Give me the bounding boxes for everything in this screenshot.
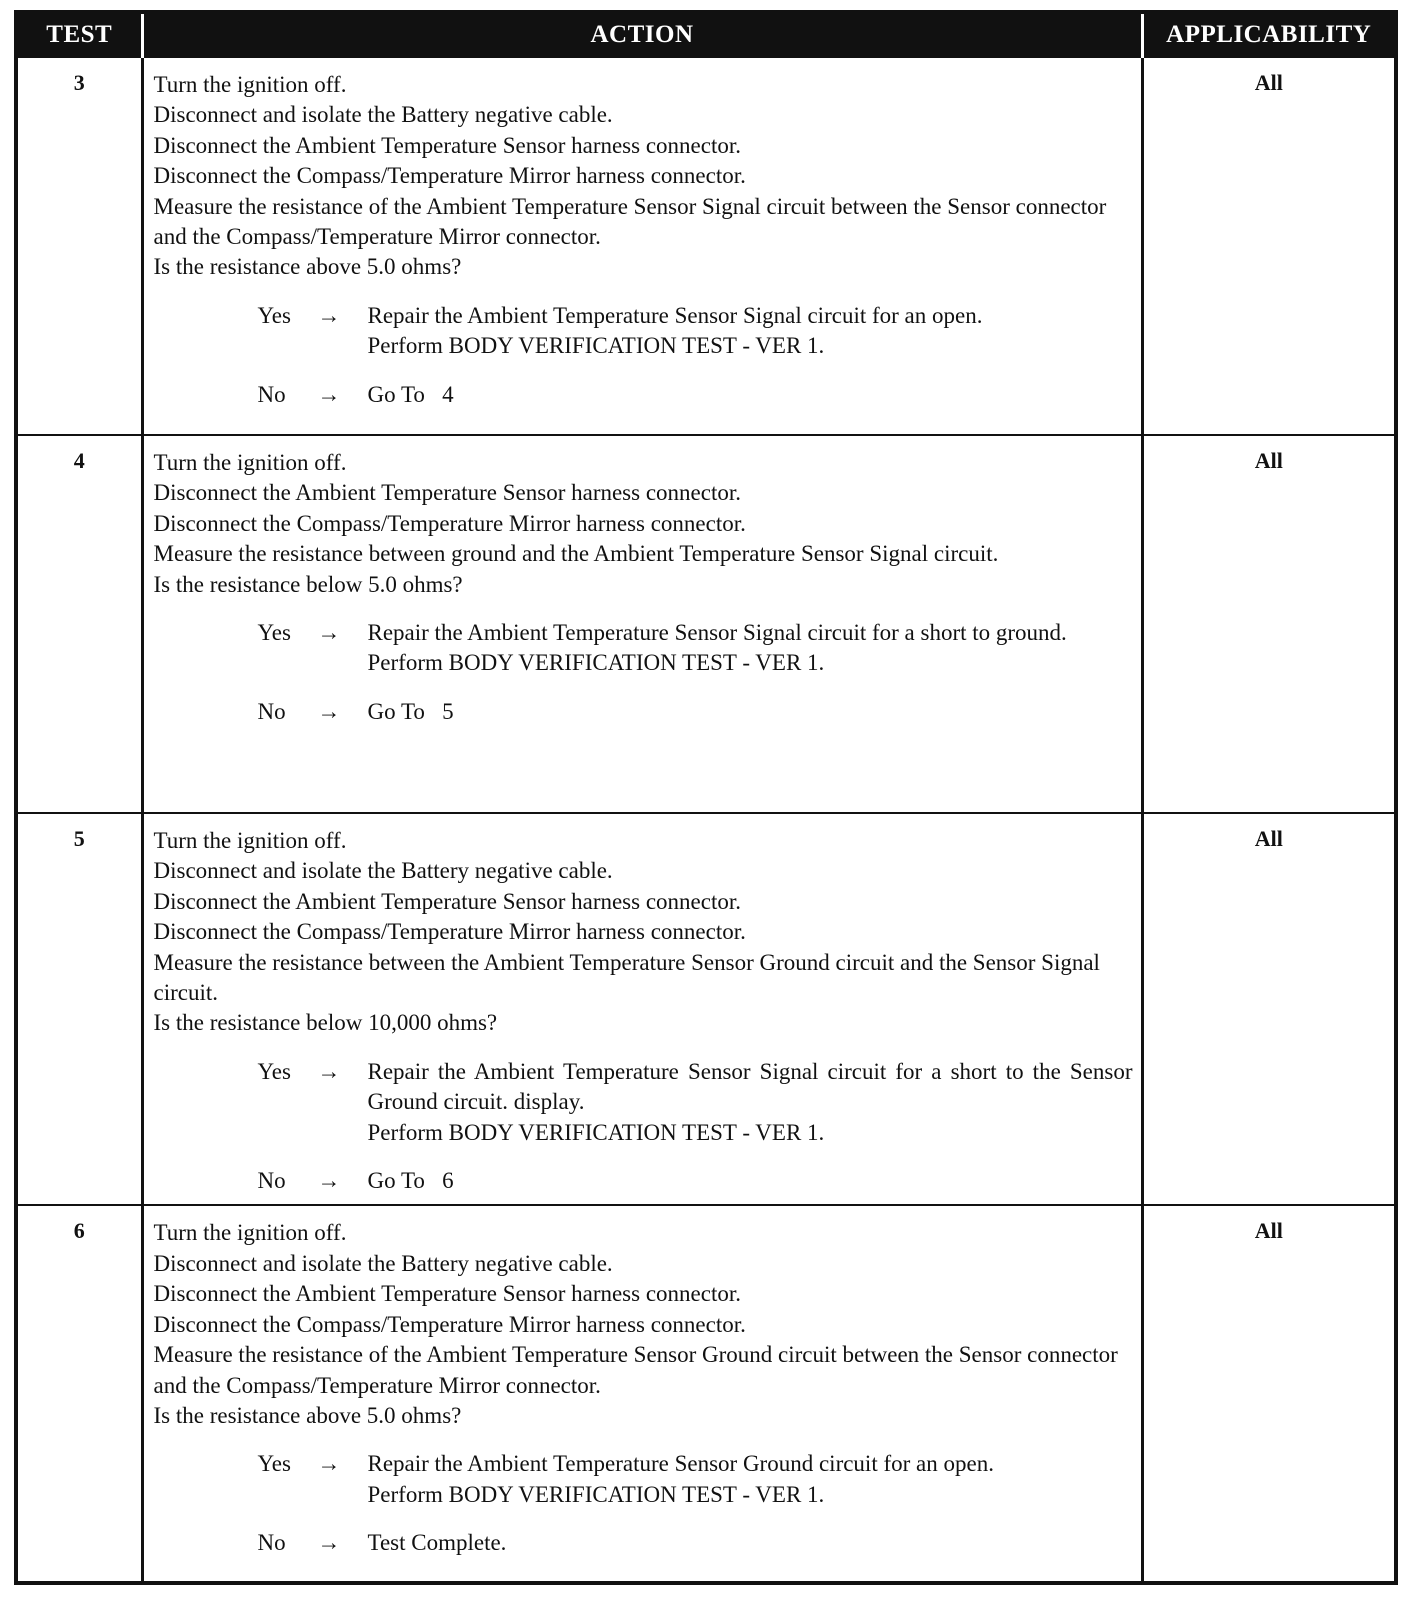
yes-text-line: Perform BODY VERIFICATION TEST - VER 1. (367, 333, 825, 359)
table-row (16, 1205, 1396, 1583)
action-step: Disconnect the Compass/Temperature Mirror harness connector. (153, 510, 746, 536)
action-step: Is the resistance below 10,000 ohms? (153, 1010, 498, 1036)
action-step: Turn the ignition off. (153, 1220, 347, 1246)
action-steps (154, 70, 1133, 283)
action-step: Is the resistance below 5.0 ohms? (153, 571, 463, 597)
arrow-right-icon: → (317, 381, 341, 407)
diagnostic-test-table (14, 10, 1398, 1585)
yes-text-line: Perform BODY VERIFICATION TEST - VER 1. (367, 1119, 825, 1145)
test-number: 6 (16, 1205, 142, 1583)
yes-text (368, 301, 1133, 362)
yes-text (368, 1057, 1133, 1148)
action-cell (142, 1205, 1142, 1583)
table-body (16, 57, 1396, 1583)
yes-label: Yes (257, 620, 291, 646)
yes-text (368, 618, 1133, 679)
action-cell (142, 57, 1142, 435)
action-steps (154, 1218, 1133, 1431)
action-step: Measure the resistance between the Ambient Temperature Sensor Ground circuit and the Sensor Signal circuit. (153, 949, 1100, 1006)
arrow-right-icon: → (317, 302, 341, 328)
applicability-value: All (1142, 813, 1396, 1205)
applicability-value: All (1142, 435, 1396, 813)
yes-text-line: Repair the Ambient Temperature Sensor Ground circuit for an open. (367, 1451, 994, 1477)
yes-label: Yes (257, 1058, 291, 1084)
no-result (258, 697, 1133, 727)
action-step: Turn the ignition off. (153, 450, 347, 475)
diagnostic-test-sheet (14, 10, 1394, 1585)
action-step: Disconnect the Ambient Temperature Sensor harness connector. (153, 132, 741, 158)
action-step: Disconnect and isolate the Battery negative cable. (153, 1250, 613, 1276)
action-step: Disconnect the Compass/Temperature Mirror harness connector. (153, 1311, 746, 1337)
yes-result (258, 1449, 1133, 1510)
no-text: Go To 4 (367, 381, 454, 407)
yes-text-line: Repair the Ambient Temperature Sensor Signal circuit for a short to ground. (367, 620, 1067, 646)
yes-label: Yes (257, 302, 291, 328)
yes-text-line: Perform BODY VERIFICATION TEST - VER 1. (367, 1481, 825, 1507)
action-cell (142, 435, 1142, 813)
no-text: Go To 5 (367, 698, 454, 724)
action-step: Measure the resistance of the Ambient Temperature Sensor Ground circuit between the Sensor connector and the Compass/Temperature Mirror connector. (153, 1342, 1118, 1398)
action-step: Is the resistance above 5.0 ohms? (153, 1402, 462, 1428)
yes-text-line: Repair the Ambient Temperature Sensor Signal circuit for an open. (367, 302, 983, 328)
action-step: Disconnect the Compass/Temperature Mirror harness connector. (153, 919, 746, 945)
yes-label: Yes (257, 1451, 291, 1477)
table-row (16, 57, 1396, 435)
action-step: Turn the ignition off. (153, 72, 347, 97)
action-step: Disconnect the Ambient Temperature Sensor harness connector. (153, 1281, 741, 1307)
no-label: No (257, 1168, 286, 1194)
action-steps (154, 448, 1133, 600)
no-label: No (257, 698, 286, 724)
test-number: 4 (16, 435, 142, 813)
no-result (258, 380, 1133, 410)
yes-result (258, 301, 1133, 362)
action-step: Is the resistance above 5.0 ohms? (153, 254, 462, 280)
arrow-right-icon: → (317, 698, 341, 724)
no-result (258, 1166, 1133, 1196)
action-step: Disconnect the Ambient Temperature Sensor harness connector. (153, 888, 741, 914)
yes-text-line: Perform BODY VERIFICATION TEST - VER 1. (367, 650, 825, 676)
table-row (16, 813, 1396, 1205)
test-number: 5 (16, 813, 142, 1205)
header-action: ACTION (142, 12, 1142, 57)
arrow-right-icon: → (317, 1530, 341, 1556)
arrow-right-icon: → (317, 620, 341, 646)
arrow-right-icon: → (317, 1451, 341, 1477)
test-number: 3 (16, 57, 142, 435)
no-label: No (257, 381, 286, 407)
action-step: Turn the ignition off. (153, 828, 347, 853)
table-header-row (16, 12, 1396, 57)
action-step: Measure the resistance of the Ambient Temperature Sensor Signal circuit between the Sensor connector and the Compass/Temperature Mirror connector. (153, 193, 1107, 250)
action-step: Disconnect the Ambient Temperature Sensor harness connector. (153, 480, 741, 506)
action-step: Measure the resistance between ground and the Ambient Temperature Sensor Signal circuit. (153, 541, 999, 567)
no-text: Go To 6 (367, 1168, 454, 1194)
table-row (16, 435, 1396, 813)
action-step: Disconnect and isolate the Battery negative cable. (153, 102, 613, 128)
yes-result (258, 1057, 1133, 1148)
action-step: Disconnect and isolate the Battery negative cable. (153, 858, 613, 884)
applicability-value: All (1142, 1205, 1396, 1583)
yes-result (258, 618, 1133, 679)
action-step: Disconnect the Compass/Temperature Mirror harness connector. (153, 163, 746, 189)
arrow-right-icon: → (317, 1058, 341, 1084)
applicability-value: All (1142, 57, 1396, 435)
no-text: Test Complete. (367, 1530, 507, 1556)
no-result (258, 1528, 1133, 1558)
no-label: No (257, 1530, 286, 1556)
header-applicability: APPLICABILITY (1142, 12, 1396, 57)
header-test: TEST (16, 12, 142, 57)
yes-text (368, 1449, 1133, 1510)
action-steps (154, 826, 1133, 1039)
arrow-right-icon: → (317, 1168, 341, 1194)
yes-text-line: Repair the Ambient Temperature Sensor Signal circuit for a short to the Sensor Ground circuit. display. (367, 1058, 1133, 1115)
action-cell (142, 813, 1142, 1205)
